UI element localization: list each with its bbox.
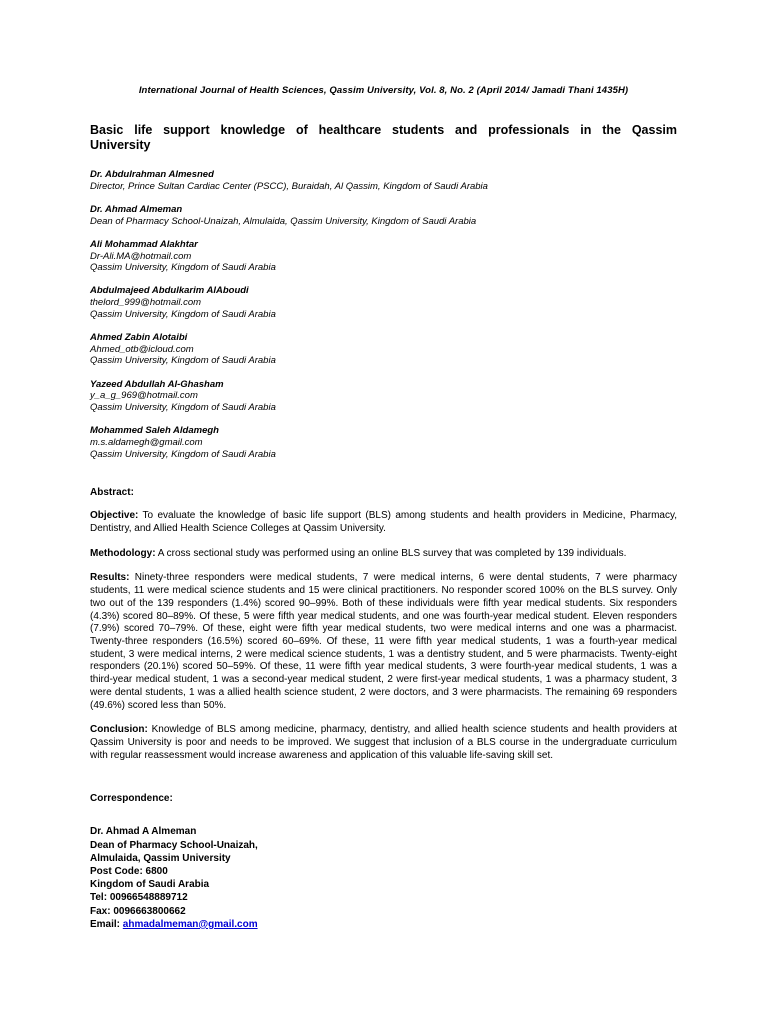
author-email: Ahmed_otb@icloud.com <box>90 343 194 355</box>
author-affiliation: Dean of Pharmacy School-Unaizah, Almulaida, Qassim University, Kingdom of Saudi Arabia <box>90 215 477 227</box>
author-block-4 <box>90 285 677 320</box>
correspondence-email-line <box>90 918 677 931</box>
journal-header-line: International Journal of Health Sciences, Qassim University, Vol. 8, No. 2 (April 2014/ Jamadi Thani 1435H) <box>138 85 629 96</box>
methodology-text: A cross sectional study was performed using an online BLS survey that was completed by 139 individuals. <box>155 547 627 559</box>
conclusion-label: Conclusion: <box>90 724 148 736</box>
author-block-5 <box>90 332 677 367</box>
email-link[interactable]: ahmadalmeman@gmail.com <box>122 918 258 930</box>
abstract-objective-paragraph <box>90 510 677 535</box>
author-name: Ali Mohammad Alakhtar <box>90 238 198 250</box>
author-name: Ahmed Zabin Alotaibi <box>90 332 188 344</box>
correspondence-block <box>90 825 677 931</box>
correspondence-line: Kingdom of Saudi Arabia <box>90 879 210 891</box>
author-email: m.s.aldamegh@gmail.com <box>90 436 203 448</box>
paper-title: Basic life support knowledge of healthcare students and professionals in the Qassim University <box>90 123 677 152</box>
correspondence-line: Tel: 00966548889712 <box>90 892 188 904</box>
correspondence-line: Almulaida, Qassim University <box>90 852 231 864</box>
author-block-7 <box>90 425 677 460</box>
author-email: Dr-Ali.MA@hotmail.com <box>90 250 192 262</box>
author-email: y_a_g_969@hotmail.com <box>90 390 198 402</box>
objective-text: To evaluate the knowledge of basic life support (BLS) among students and health providers in Medicine, Pharmacy, Dentistry, and Allied Health Science Colleges at Qassim University. <box>90 510 677 535</box>
methodology-label: Methodology: <box>90 547 156 559</box>
correspondence-heading: Correspondence: <box>90 793 173 805</box>
results-text: Ninety-three responders were medical students, 7 were medical interns, 6 were dental students, 7 were pharmacy students, 11 were medical science students and 15 were clinical practitioners. No responder scored 100% on the BLS survey. Only two out of the 139 responders (1.4%) scored 90–99%. Both of these individuals were fifth year medical students. Six responders (4.3%) scored 80–89%. Of these, 5 were fifth year medical students, and one was fourth-year medical student. Eleven responders (7.9%) scored 70–79%. Of these, eight were fifth year medical students, two were medical interns and one was a pharmacist. Twenty-three responders (16.5%) scored 60–69%. Of these, 11 were fifth year medical students, 1 was a fourth-year medical student, 3 were medical interns, 2 were medical science students, 1 was a dentistry student, and 5 were pharmacists. Twenty-eight responders (20.1%) scored 50–59%. Of these, 11 were fifth year medical students, 3 were fourth-year medical students, 1 was a third-year medical student, 1 was a second-year medical student, 2 were first-year medical students, 1 was a pharmacy student, 3 were dental students, 1 was a allied health science student, 2 were doctors, and 3 were pharmacists. The remaining 69 responders (49.6%) scored less than 50%. <box>90 572 677 711</box>
author-block-3 <box>90 239 677 274</box>
objective-label: Objective: <box>90 510 139 522</box>
author-affiliation: Qassim University, Kingdom of Saudi Arabia <box>90 355 276 367</box>
correspondence-name: Dr. Ahmad A Almeman <box>90 826 197 838</box>
email-label: Email: <box>90 918 123 930</box>
author-name: Mohammed Saleh Aldamegh <box>90 425 219 437</box>
correspondence-line: Fax: 0096663800662 <box>90 905 186 917</box>
conclusion-text: Knowledge of BLS among medicine, pharmacy, dentistry, and allied health science students and health providers at Qassim University is poor and needs to be improved. We suggest that inclusion of a BLS course in the undergraduate curriculum with regular reassessment would increase awareness and application of this valuable life-saving skill set. <box>90 724 677 761</box>
author-affiliation: Qassim University, Kingdom of Saudi Arabia <box>90 448 276 460</box>
abstract-methodology-paragraph <box>90 548 677 561</box>
author-block-6 <box>90 379 677 414</box>
author-name: Dr. Ahmad Almeman <box>90 203 183 215</box>
correspondence-line: Dean of Pharmacy School-Unaizah, <box>90 839 258 851</box>
author-block-2 <box>90 204 677 227</box>
abstract-conclusion-paragraph <box>90 724 677 762</box>
abstract-heading: Abstract: <box>90 487 134 499</box>
author-name: Dr. Abdulrahman Almesned <box>90 169 214 180</box>
author-name: Yazeed Abdullah Al-Ghasham <box>90 378 224 390</box>
correspondence-line: Post Code: 6800 <box>90 865 168 877</box>
author-name: Abdulmajeed Abdulkarim AlAboudi <box>90 285 249 297</box>
author-affiliation: Director, Prince Sultan Cardiac Center (PSCC), Buraidah, Al Qassim, Kingdom of Saudi Arabia <box>90 180 488 192</box>
results-label: Results: <box>90 572 130 584</box>
abstract-results-paragraph <box>90 572 677 712</box>
author-affiliation: Qassim University, Kingdom of Saudi Arabia <box>90 262 276 274</box>
author-block-1 <box>90 169 677 192</box>
author-email: thelord_999@hotmail.com <box>90 297 202 309</box>
author-affiliation: Qassim University, Kingdom of Saudi Arabia <box>90 402 276 414</box>
author-affiliation: Qassim University, Kingdom of Saudi Arabia <box>90 308 276 320</box>
